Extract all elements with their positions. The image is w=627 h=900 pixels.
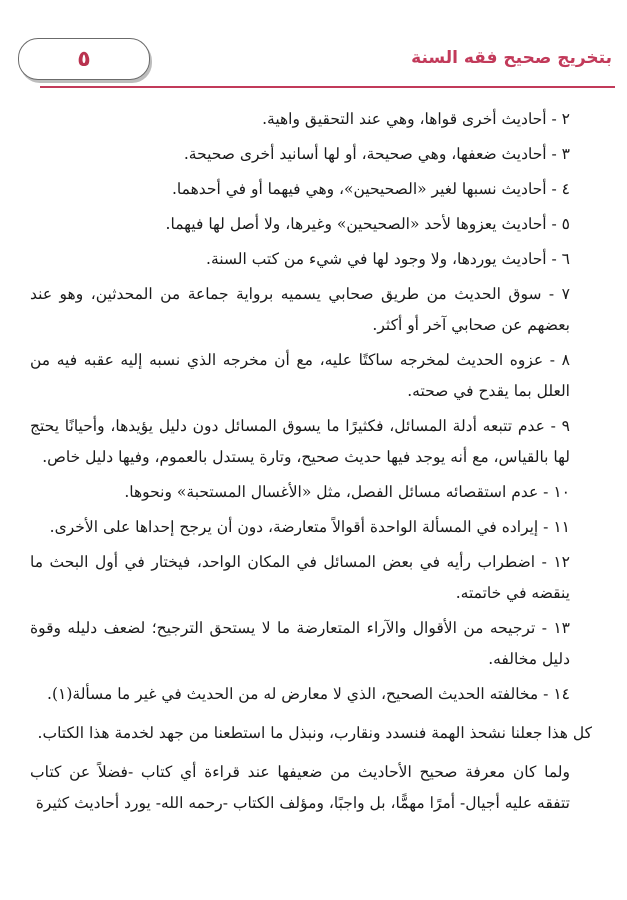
list-item: ١٢ - اضطراب رأيه في بعض المسائل في المكان الواحد، فيختار في أول البحث ما ينقضه في خاتمته. [30,553,570,602]
list-item: ٦ - أحاديث يوردها، ولا وجود لها في شيء من كتب السنة. [206,250,570,268]
list-item: ٤ - أحاديث نسبها لغير «الصحيحين»، وهي فيهما أو في أحدهما. [171,180,570,198]
page-header [0,0,627,95]
page-body [30,104,592,819]
list-item: ١٠ - عدم استقصائه مسائل الفصل، مثل «الأغسال المستحبة» ونحوها. [124,483,570,501]
list-item: ١٣ - ترجيحه من الأقوال والآراء المتعارضة ما لا يستحق الترجيح؛ لضعف دليله وقوة دليل مخالفه. [30,619,570,668]
running-title: بتخريج صحيح فقه السنة [411,48,612,68]
list-item: ٨ - عزوه الحديث لمخرجه ساكتًا عليه، مع أن مخرجه الذي نسبه إليه عقبه فيه من العلل بما يقدح في صحته. [30,351,570,400]
closing-paragraph: كل هذا جعلنا نشحذ الهمة فنسدد ونقارب، ونبذل ما استطعنا من جهد لخدمة هذا الكتاب. [37,724,592,742]
list-item: ٥ - أحاديث يعزوها لأحد «الصحيحين» وغيرها، ولا أصل لها فيهما. [165,215,570,233]
list-item: ٩ - عدم تتبعه أدلة المسائل، فكثيرًا ما يسوق المسائل دون دليل يؤيدها، وأحيانًا يحتج لها بالقياس، مع أنه يوجد فيها حديث صحيح، وتارة يستدل بالعموم، وفيها دليل خاص. [30,417,570,466]
list-item: ٧ - سوق الحديث من طريق صحابي يسميه برواية جماعة من المحدثين، وهو عند بعضهم عن صحابي آخر أو أكثر. [30,285,570,334]
page-number-badge [18,38,150,80]
final-paragraph: ولما كان معرفة صحيح الأحاديث من ضعيفها عند قراءة أي كتاب -فضلاً عن كتاب تتفقه عليه أجيال- أمرًا مهمًّا، بل واجبًا، ومؤلف الكتاب -رحمه الله- يورد أحاديث كثيرة [30,763,570,812]
page-number: ٥ [77,46,91,72]
list-item: ٣ - أحاديث ضعفها، وهي صحيحة، أو لها أسانيد أخرى صحيحة. [183,145,570,163]
list-item: ١٤ - مخالفته الحديث الصحيح، الذي لا معارض له من الحديث في غير ما مسألة(١). [47,685,570,703]
list-item: ٢ - أحاديث أخرى قواها، وهي عند التحقيق واهية. [262,110,570,128]
list-item: ١١ - إيراده في المسألة الواحدة أقوالاً متعارضة، دون أن يرجح إحداها على الأخرى. [49,518,570,536]
header-divider [40,86,615,88]
